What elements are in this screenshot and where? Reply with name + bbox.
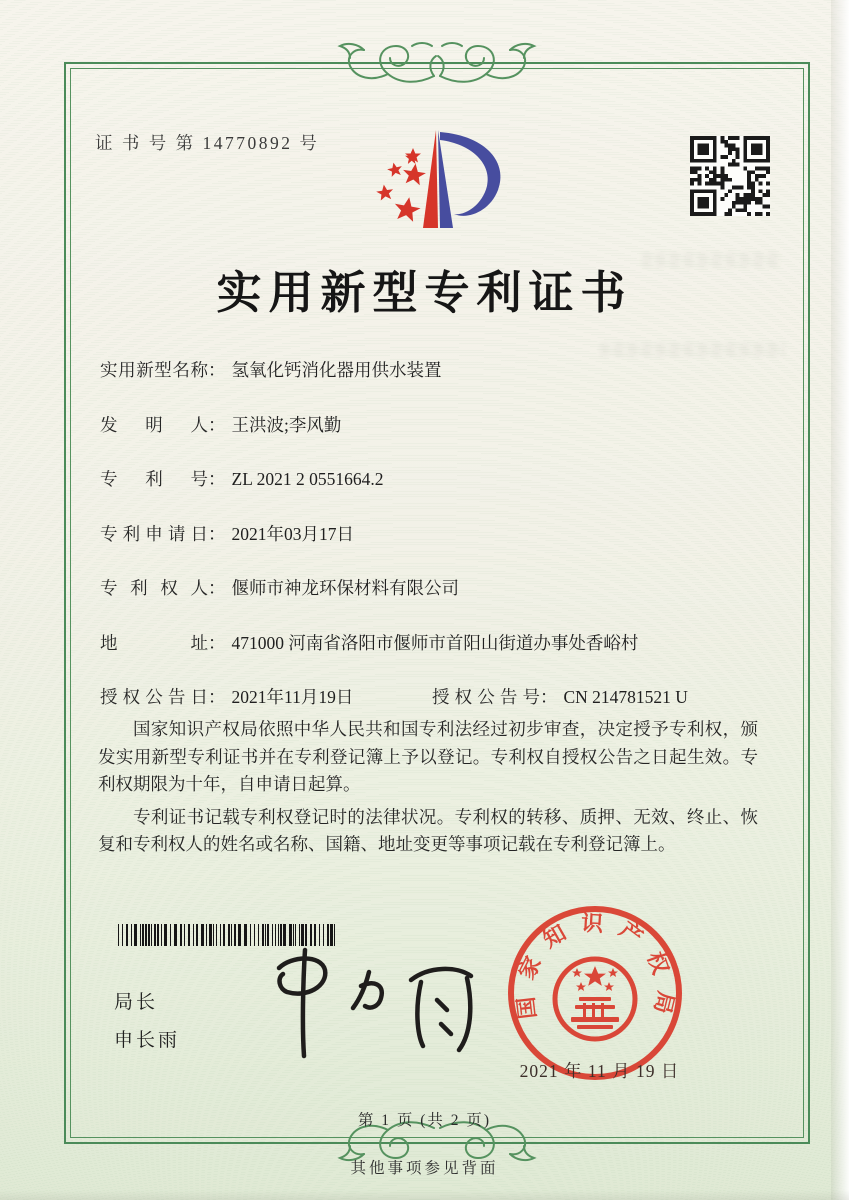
field-label: 发明人 [100, 414, 208, 435]
field-value-filing-date: 2021年03月17日 [231, 523, 354, 544]
official-seal [505, 903, 685, 1083]
field-label: 地址 [100, 632, 208, 653]
field-row-filing-date: 专利申请日： 2021年03月17日 [100, 521, 760, 548]
certificate-title: 实用新型专利证书 [216, 268, 633, 318]
qr-code [690, 136, 770, 216]
field-label: 专利号 [100, 469, 208, 489]
director-title: 局长 [114, 992, 159, 1013]
field-row-patentee: 专利权人： 偃师市神龙环保材料有限公司 [100, 575, 760, 602]
latent-security-mark [600, 342, 785, 357]
field-row-grant-date: 授权公告日： 2021年11月19日 授权公告号： CN 214781521 U [100, 684, 760, 711]
seal-date: 2021 年 11 月 19 日 [519, 1061, 680, 1081]
back-note: 其他事项参见背面 [350, 1160, 499, 1177]
legal-paragraph-2: 专利证书记载专利权登记时的法律状况。专利权的转移、质押、无效、终止、恢复和专利权人的姓名或名称、国籍、地址变更等事项记载在专利登记簿上。 [98, 806, 758, 854]
field-row-patent-no: 专利号： ZL 2021 2 0551664.2 [100, 466, 760, 493]
field-value-patentee: 偃师市神龙环保材料有限公司 [231, 578, 459, 598]
grant-number-group: 授权公告号： CN 214781521 U [432, 684, 688, 709]
field-label: 专利申请日 [100, 523, 208, 544]
field-value-utility-model-name: 氢氧化钙消化器用供水装置 [231, 360, 442, 380]
field-value-patent-number: ZL 2021 2 0551664.2 [231, 469, 384, 489]
cnipa-logo [360, 118, 535, 238]
field-row-inventor: 发明人： 王洪波;李风勤 [100, 412, 760, 439]
field-label: 授权公告号 [432, 687, 540, 707]
scan-edge-right [831, 0, 849, 1200]
national-emblem [555, 959, 635, 1039]
field-value-grant-date: 2021年11月19日 [231, 687, 354, 707]
director-name: 申长雨 [114, 1030, 181, 1051]
dragon-flourish-ornament-top [322, 38, 552, 90]
field-list [100, 357, 760, 739]
director-signature [243, 942, 478, 1064]
field-row-name: 实用新型名称： 氢氧化钙消化器用供水装置 [100, 357, 760, 384]
certificate-number: 证 书 号 第 14770892 号 [95, 133, 320, 153]
field-value-grant-number: CN 214781521 U [563, 687, 688, 707]
field-label: 专利权人 [100, 578, 208, 598]
field-value-inventors: 王洪波;李风勤 [231, 414, 342, 435]
scan-edge-bottom [0, 1190, 849, 1200]
seal-text: 国家知识产权局 [511, 910, 679, 1030]
legal-text [98, 716, 758, 864]
page-number: 第 1 页 (共 2 页) [357, 1112, 492, 1129]
field-label: 授权公告日 [100, 687, 208, 707]
director-block [114, 984, 180, 1060]
field-row-address: 地址： 471000 河南省洛阳市偃师市首阳山街道办事处香峪村 [100, 630, 760, 657]
field-value-address: 471000 河南省洛阳市偃师市首阳山街道办事处香峪村 [231, 632, 639, 653]
field-label: 实用新型名称 [100, 360, 208, 380]
legal-paragraph-1: 国家知识产权局依照中华人民共和国专利法经过初步审查，决定授予专利权，颁发实用新型专利证书并在专利登记簿上予以登记。专利权自授权公告之日起生效。专利权期限为十年，自申请日起算。 [98, 719, 758, 794]
